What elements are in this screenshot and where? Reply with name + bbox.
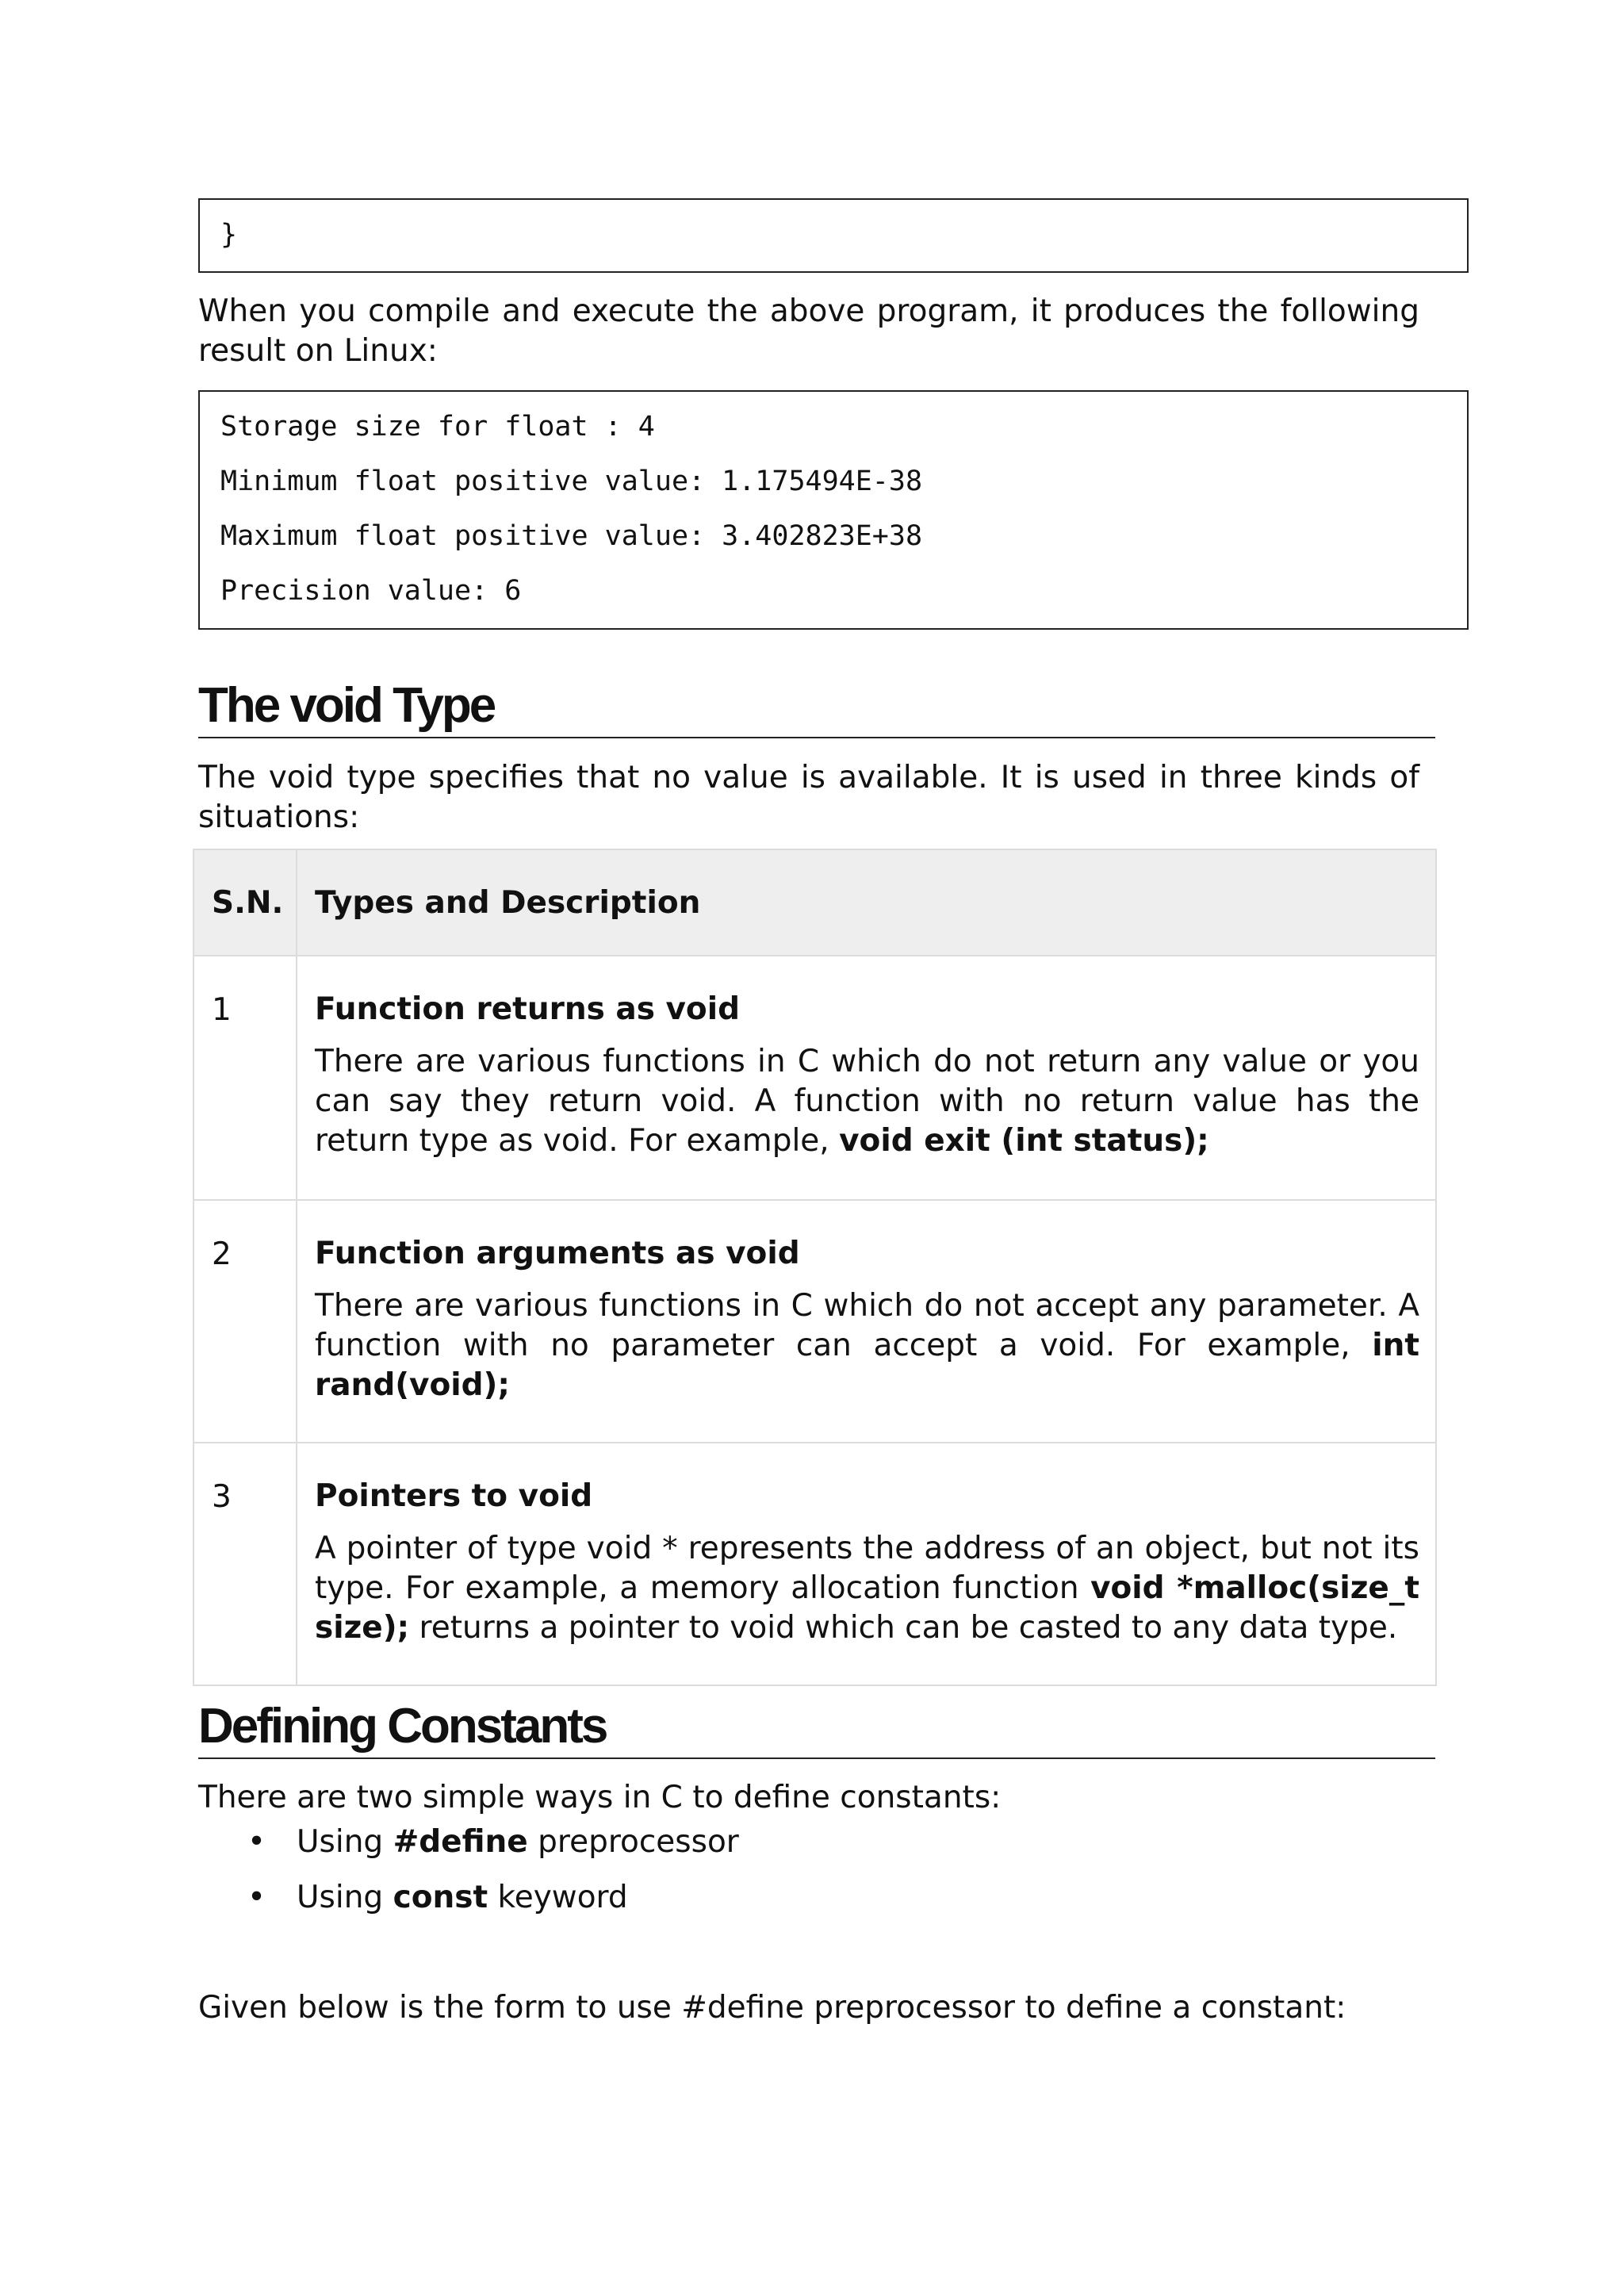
row-title: Pointers to void	[315, 1478, 593, 1514]
row-title: Function arguments as void	[315, 1236, 800, 1271]
column-header-sn: S.N.	[193, 849, 297, 956]
row-number: 2	[193, 1200, 297, 1443]
row-text	[315, 1042, 1419, 1161]
output-line: Storage size for float : 4	[220, 411, 655, 443]
list-item	[198, 1878, 739, 1934]
row-description	[297, 1443, 1436, 1685]
output-intro-paragraph: When you compile and execute the above program, it produces the following result on Linux:	[198, 293, 1419, 369]
row-title: Function returns as void	[315, 991, 740, 1027]
row-text	[315, 1529, 1419, 1648]
row-text-tail: returns a pointer to void which can be casted to any data type.	[409, 1610, 1398, 1646]
table-row	[193, 1200, 1436, 1443]
output-line: Minimum float positive value: 1.175494E-38	[220, 466, 923, 497]
row-description	[297, 956, 1436, 1200]
output-line: Maximum float positive value: 3.402823E+38	[220, 520, 923, 552]
row-code: void *malloc(size_t size);	[315, 1570, 1420, 1646]
row-code: int rand(void);	[315, 1328, 1419, 1403]
table-row	[193, 956, 1436, 1200]
table-header-row	[193, 849, 1436, 956]
row-description	[297, 1200, 1436, 1443]
row-text-body: A pointer of type void * represents the address of an object, but not its type. For example, a memory allocation function	[315, 1531, 1419, 1606]
table-row	[193, 1443, 1436, 1685]
output-line: Precision value: 6	[220, 575, 522, 607]
void-intro-paragraph: The void type specifies that no value is available. It is used in three kinds of situations:	[198, 760, 1419, 835]
constants-intro-paragraph: There are two simple ways in C to define constants:	[198, 1780, 1002, 1815]
constants-ways-list	[198, 1823, 739, 1934]
row-number: 3	[193, 1443, 297, 1685]
section-heading-defining-constants: Defining Constants	[198, 1699, 1435, 1759]
code-line: }	[220, 219, 238, 251]
list-item-prefix: Using	[297, 1824, 393, 1860]
define-form-paragraph: Given below is the form to use #define preprocessor to define a constant:	[198, 1990, 1346, 2026]
row-code: void exit (int status);	[839, 1123, 1209, 1159]
section-heading-void-type: The void Type	[198, 678, 1435, 738]
list-item	[198, 1823, 739, 1878]
list-item-keyword: #define	[393, 1824, 528, 1860]
list-item-keyword: const	[393, 1880, 488, 1915]
row-number: 1	[193, 956, 297, 1200]
bullet-icon: •	[247, 1880, 266, 1915]
list-item-suffix: keyword	[488, 1880, 628, 1915]
row-text	[315, 1286, 1419, 1405]
void-types-table	[193, 849, 1437, 1686]
bullet-icon: •	[247, 1824, 266, 1860]
program-output-block	[198, 390, 1469, 630]
row-text-body: There are various functions in C which do not return any value or you can say they return void. A function with no return value has the return type as void. For example,	[315, 1044, 1419, 1159]
code-block-closing	[198, 198, 1469, 273]
column-header-description: Types and Description	[297, 849, 1436, 956]
list-item-suffix: preprocessor	[527, 1824, 739, 1860]
list-item-prefix: Using	[297, 1880, 393, 1915]
row-text-body: There are various functions in C which do not accept any parameter. A function with no parameter can accept a void. For example,	[315, 1288, 1419, 1363]
